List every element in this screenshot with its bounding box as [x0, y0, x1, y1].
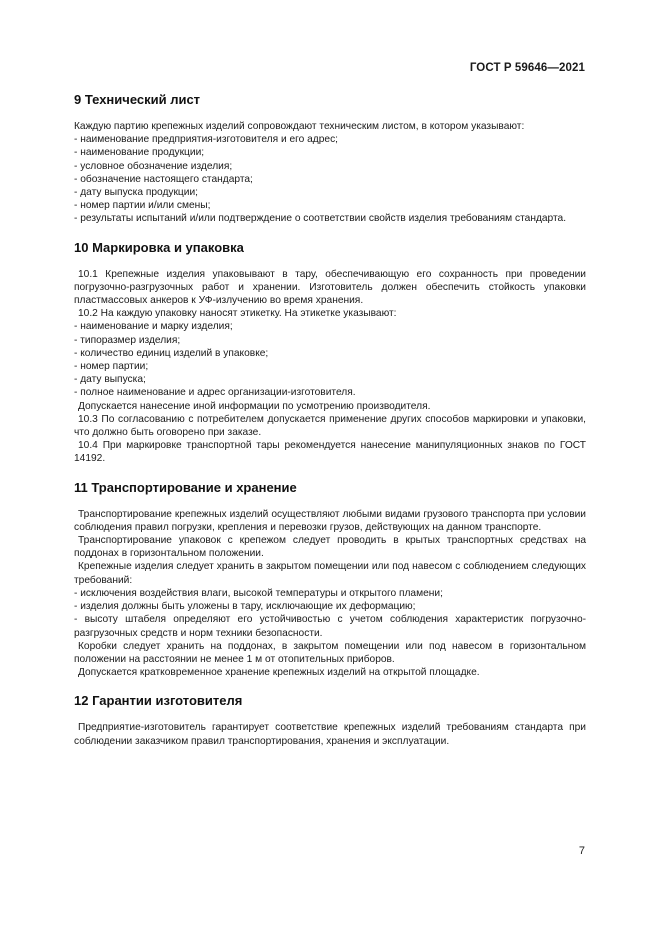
list: [74, 133, 586, 225]
list-item: - наименование продукции;: [74, 147, 205, 159]
paragraph: Допускается нанесение иной информации по усмотрению производителя.: [78, 400, 431, 412]
paragraph: Транспортирование упаковок с крепежом следует проводить в крытых транспортных средствах на поддонах в горизонтальном положении.: [74, 535, 586, 560]
paragraph: 10.2 На каждую упаковку наносят этикетку. На этикетке указывают:: [78, 308, 397, 320]
document-body: [74, 92, 586, 762]
section-title: 10 Маркировка и упаковка: [74, 239, 244, 255]
list-item: - наименование предприятия-изготовителя и его адрес;: [74, 134, 338, 146]
list-item: - дату выпуска;: [74, 374, 146, 386]
list-item: - дату выпуска продукции;: [74, 187, 198, 199]
paragraph: 10.4 При маркировке транспортной тары рекомендуется нанесение манипуляционных знаков по ГОСТ 14192.: [74, 440, 586, 465]
paragraph: Предприятие-изготовитель гарантирует соответствие крепежных изделий требованиям стандарта при соблюдении заказчиком правил транспортирования, хранения и эксплуатации.: [74, 722, 586, 747]
list-item: - высоту штабеля определяют его устойчивостью с учетом соблюдения характеристик погрузочно-разгрузочных средств и норм техники безопасности.: [74, 614, 586, 639]
list: [74, 320, 586, 399]
section-11: [74, 480, 586, 680]
list: [74, 587, 586, 640]
document-number: ГОСТ Р 59646—2021: [469, 62, 585, 74]
list-item: - наименование и марку изделия;: [74, 321, 233, 333]
list-item: - количество единиц изделий в упаковке;: [74, 347, 269, 359]
paragraph: Каждую партию крепежных изделий сопровождают техническим листом, в котором указывают:: [74, 121, 525, 132]
paragraph: Транспортирование крепежных изделий осуществляют любыми видами грузового транспорта при условии соблюдения правил погрузки, крепления и перевозки грузов, действующих на данном транспорте.: [74, 508, 586, 533]
list-item: - условное обозначение изделия;: [74, 160, 233, 172]
list-item: - номер партии и/или смены;: [74, 200, 211, 212]
list-item: - типоразмер изделия;: [74, 334, 181, 346]
paragraph: Крепежные изделия следует хранить в закрытом помещении или под навесом с соблюдением следующих требований:: [74, 561, 586, 586]
list-item: - результаты испытаний и/или подтверждение о соответствии свойств изделия требованиям стандарта.: [74, 213, 567, 225]
list-item: - обозначение настоящего стандарта;: [74, 173, 253, 185]
section-9: [74, 92, 586, 226]
page-number: 7: [578, 845, 585, 857]
section-title: 11 Транспортирование и хранение: [74, 479, 297, 495]
paragraph: 10.1 Крепежные изделия упаковывают в тару, обеспечивающую его сохранность при проведении погрузочно-разгрузочных работ и хранении. Изготовитель должен обеспечить стойкость упаковки пластмассовых анкеров к УФ-излучению во время хранения.: [74, 268, 586, 307]
section-title: 9 Технический лист: [74, 92, 201, 107]
paragraph: Коробки следует хранить на поддонах, в закрытом помещении или под навесом в горизонтальном положении на расстоянии не менее 1 м от отопительных приборов.: [74, 640, 586, 665]
list-item: - номер партии;: [74, 361, 149, 373]
list-item: - изделия должны быть уложены в тару, исключающие их деформацию;: [74, 601, 416, 613]
paragraph: Допускается кратковременное хранение крепежных изделий на открытой площадке.: [78, 667, 480, 679]
section-10: [74, 240, 586, 466]
section-title: 12 Гарантии изготовителя: [74, 693, 243, 709]
section-12: [74, 693, 586, 747]
list-item: - исключения воздействия влаги, высокой температуры и открытого пламени;: [74, 587, 443, 599]
paragraph: 10.3 По согласованию с потребителем допускается применение других способов маркировки и упаковки, что должно быть оговорено при заказе.: [74, 413, 586, 439]
list-item: - полное наименование и адрес организации-изготовителя.: [74, 387, 356, 399]
